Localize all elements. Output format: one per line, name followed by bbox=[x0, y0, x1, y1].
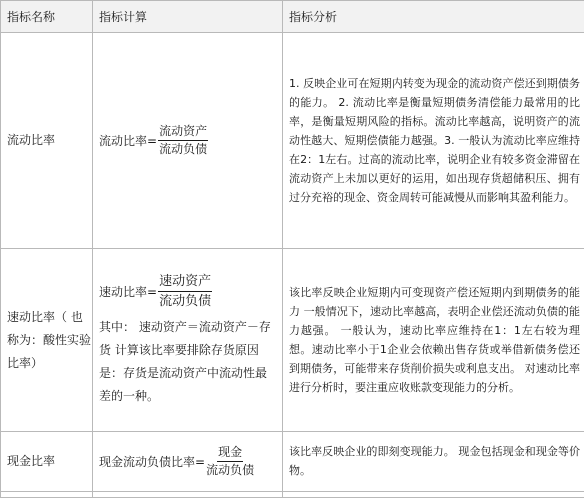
header-name: 指标名称 bbox=[1, 1, 93, 33]
table-row bbox=[1, 432, 584, 492]
analysis-text: 1. 反映企业可在短期内转变为现金的流动资产偿还到期债务的能力。 2. 流动比率是衡量短期债务清偿能力最常用的比率，是衡量短期风险的指标。流动比率越高，说明资产的流动性越大、短期偿债能力越强。3. 一般认为流动比率应维持在2：1左右。过高的流动比率，说明企业有较多资金滞留在流动资产上未加以更好的运用，如出现存货超储积压、拥有过分充裕的现金、资金周转可能减慢从而影响其盈利能力。 bbox=[289, 74, 580, 207]
denominator: 流动负债 bbox=[159, 141, 207, 157]
analysis-cell bbox=[283, 33, 584, 249]
analysis-cell bbox=[283, 249, 584, 432]
analysis-text: 该比率反映企业的即刻变现能力。 现金包括现金和现金等价物。 bbox=[289, 442, 580, 480]
numerator: 速动资产 bbox=[158, 273, 212, 292]
formula-note: 其中： 速动资产＝流动资产－存货 计算该比率要排除存货原因是：存货是流动资产中流动性最差的一种。 bbox=[99, 316, 278, 408]
table-row bbox=[1, 249, 584, 432]
analysis-cell bbox=[283, 432, 584, 492]
formula-lhs: 速动比率= bbox=[99, 285, 157, 299]
formula-lhs: 流动比率= bbox=[99, 134, 157, 148]
indicator-name: 流动比率 bbox=[1, 33, 93, 249]
formula-cell bbox=[93, 33, 283, 249]
header-analysis: 指标分析 bbox=[283, 1, 584, 33]
fraction bbox=[206, 445, 254, 478]
table-row bbox=[1, 33, 584, 249]
denominator: 流动负债 bbox=[206, 462, 254, 478]
indicator-name: 现金比率 bbox=[1, 432, 93, 492]
header-row bbox=[1, 1, 584, 33]
denominator: 流动负债 bbox=[159, 292, 211, 310]
table-row-partial bbox=[1, 492, 584, 498]
formula-cell bbox=[93, 249, 283, 432]
formula-cell bbox=[93, 432, 283, 492]
fraction bbox=[158, 124, 208, 157]
header-formula: 指标计算 bbox=[93, 1, 283, 33]
fraction bbox=[158, 273, 212, 310]
formula-lhs: 现金流动负债比率= bbox=[99, 455, 205, 469]
indicator-name: 速动比率（ 也称为：酸性实验比率） bbox=[1, 249, 93, 432]
analysis-text: 该比率反映企业短期内可变现资产偿还短期内到期债务的能力 一般情况下，速动比率越高，表明企业偿还流动负债的能力越强。 一般认为，速动比率应维持在1：1左右较为理想。速动比率小于1企业会依赖出售存货或举借新债务偿还到期债务，可能带来存货削价损失或利息支出。 对速动比率进行分析时，要注重应收账款变现能力的分析。 bbox=[289, 283, 580, 397]
numerator: 现金 bbox=[217, 445, 243, 462]
numerator: 流动资产 bbox=[158, 124, 208, 141]
